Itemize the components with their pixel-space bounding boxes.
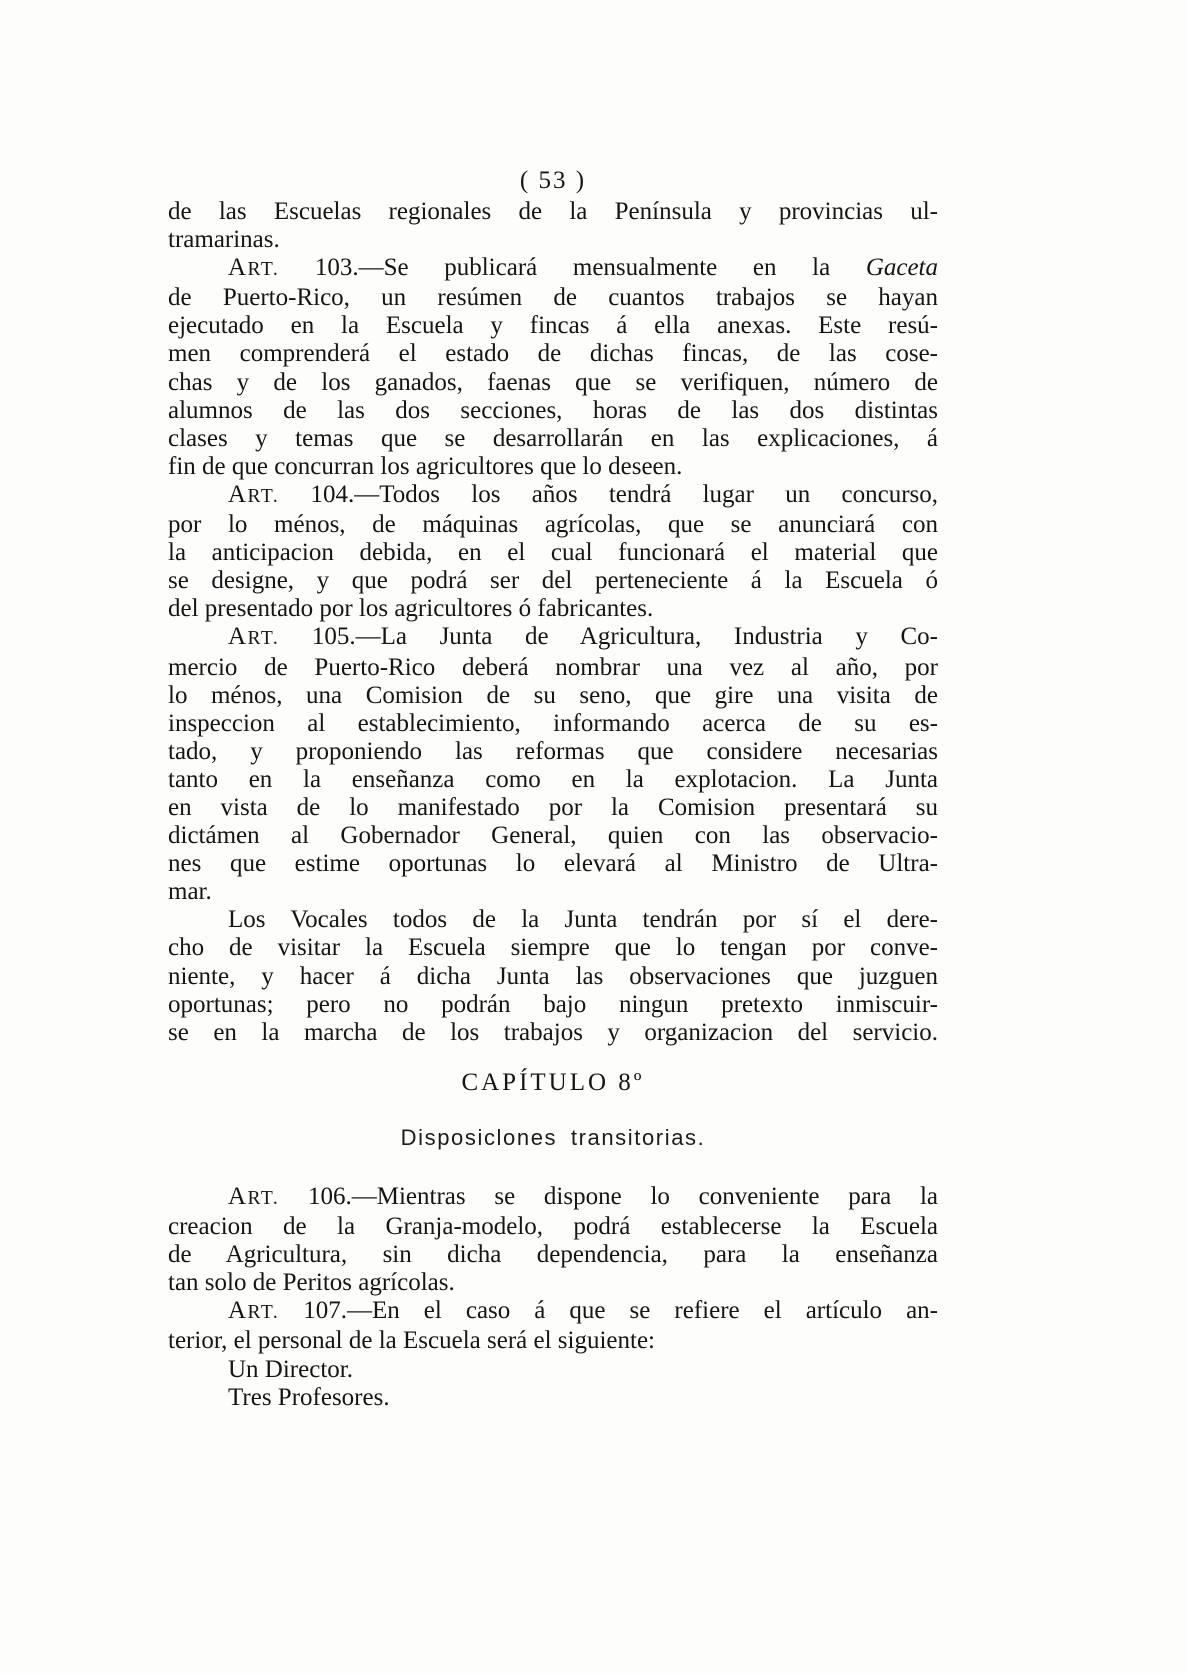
text-line: por lo ménos, de máquinas agrícolas, que se anunciará con [168,511,938,539]
article-107 [168,1297,938,1355]
text-line: la anticipacion debida, en el cual funcionará el material que [168,539,938,567]
text-line: clases y temas que se desarrollarán en las explicaciones, á [168,424,938,452]
article-first-line [168,1297,938,1327]
article-lead-text: 107.—En el caso á que se refiere el artículo an- [303,1297,939,1325]
article-first-line [168,1183,938,1213]
text-line: de las Escuelas regionales de la Península y provincias ul- [168,198,938,225]
text-line: fin de que concurran los agricultores que lo deseen. [168,452,683,480]
article-lead-text: 105.—La Junta de Agricultura, Industria y Co- [311,623,938,651]
article-label: ART. [228,623,280,651]
staff-item: Tres Profesores. [228,1383,390,1411]
text-line: lo ménos, una Comision de su seno, que gire una visita de [168,681,938,709]
chapter-heading: CAPÍTULO 8º [461,1069,645,1096]
text-line: creacion de la Granja-modelo, podrá establecerse la Escuela [168,1213,938,1241]
text-line: alumnos de las dos secciones, horas de las dos distintas [168,396,938,424]
text-line: de Puerto-Rico, un resúmen de cuantos trabajos se hayan [168,284,938,312]
article-104 [168,481,938,623]
article-first-line [168,623,938,653]
text-block-articles-106-107 [168,1183,938,1412]
text-line: se en la marcha de los trabajos y organizacion del servicio. [168,1018,938,1046]
text-line: del presentado por los agricultores ó fabricantes. [168,595,654,623]
article-label: ART. [228,254,280,282]
page-number: ( 53 ) [519,167,587,194]
text-line: nes que estime oportunas lo elevará al Ministro de Ultra- [168,850,938,878]
text-line: mercio de Puerto-Rico deberá nombrar una vez al año, por [168,653,938,681]
article-105 [168,623,938,906]
text-line: Los Vocales todos de la Junta tendrán por sí el dere- [228,906,938,934]
text-line: mar. [168,878,212,906]
text-line: tanto en la enseñanza como en la explotacion. La Junta [168,765,938,793]
text-line: niente, y hacer á dicha Junta las observaciones que juzguen [168,962,938,990]
article-label: ART. [228,480,280,508]
text-line: dictámen al Gobernador General, quien con las observacio- [168,822,938,850]
chapter-subtitle: Disposiclones transitorias. [400,1125,706,1150]
text-line: cho de visitar la Escuela siempre que lo tengan por conve- [168,934,938,962]
article-first-line [168,481,938,511]
text-line: se designe, y que podrá ser del perteneciente á la Escuela ó [168,567,938,595]
staff-item: Un Director. [228,1355,353,1383]
text-line: terior, el personal de la Escuela será el siguiente: [168,1327,655,1355]
text-block-articles-103-105 [168,198,938,1047]
gazette-title: Gaceta [865,254,939,282]
article-first-line [168,254,938,284]
vocales-paragraph [168,906,938,1046]
article-lead-text: 103.—Se publicará mensualmente en la [314,254,831,282]
article-106 [168,1183,938,1297]
text-line: tado, y proponiendo las reformas que considere necesarias [168,737,938,765]
text-line: men comprenderá el estado de dichas fincas, de las cose- [168,340,938,368]
text-line: chas y de los ganados, faenas que se verifiquen, número de [168,368,938,396]
article-103 [168,254,938,481]
article-label: ART. [228,1183,280,1210]
article-lead-text: 106.—Mientras se dispone lo conveniente para la [307,1183,939,1210]
article-label: ART. [228,1297,280,1325]
article-lead-text: 104.—Todos los años tendrá lugar un concurso, [310,480,938,508]
text-line: ejecutado en la Escuela y fincas á ella anexas. Este resú- [168,312,938,340]
staff-list [168,1356,938,1412]
text-line: de Agricultura, sin dicha dependencia, para la enseñanza [168,1241,938,1269]
text-line: tramarinas. [168,226,280,254]
text-line: oportunas; pero no podrán bajo ningun pretexto inmiscuir- [168,990,938,1018]
text-line: tan solo de Peritos agrícolas. [168,1269,455,1297]
text-line: en vista de lo manifestado por la Comision presentará su [168,793,938,821]
continued-paragraph [168,198,938,254]
text-line: inspeccion al establecimiento, informando acerca de su es- [168,709,938,737]
